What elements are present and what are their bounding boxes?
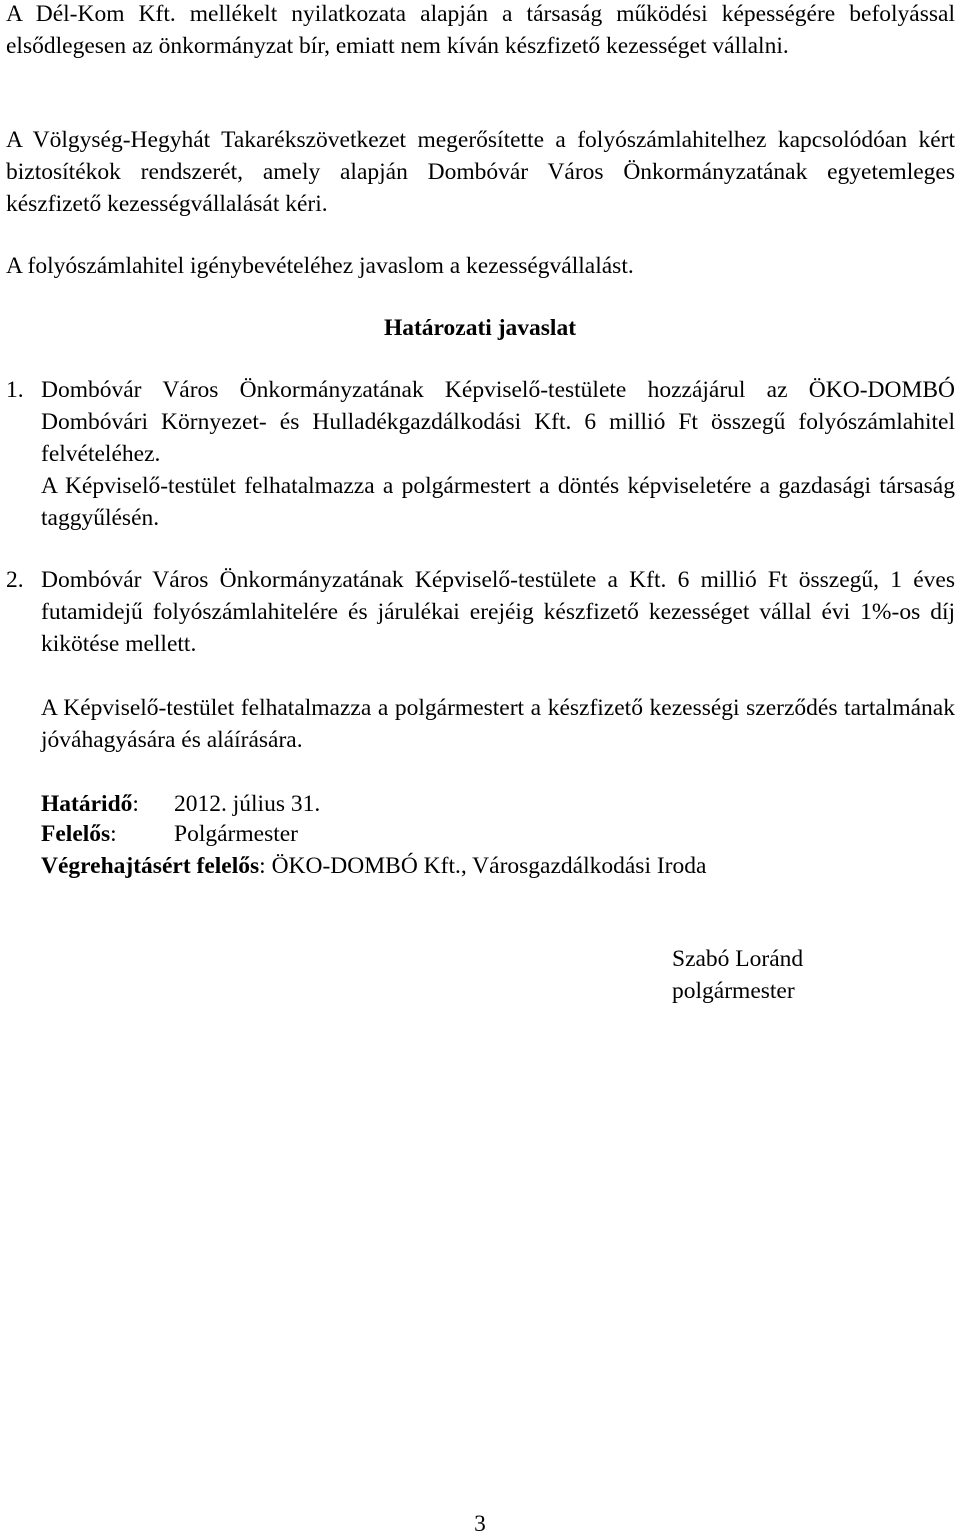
signature-name: Szabó Loránd [672,946,804,972]
resolution-item-2-authorization: A Képviselő-testület felhatalmazza a polgármestert a készfizető kezességi szerződés tartalmának jóváhagyására és aláírására. [41,695,955,753]
paragraph-del-kom: A Dél-Kom Kft. mellékelt nyilatkozata alapján a társaság működési képességére befolyással elsődlegesen az önkormányzat bír, emiatt nem kíván készfizető kezességet vállalni. [6,1,955,59]
resolution-item-1-number: 1. [6,377,24,403]
resolution-item-2-text: Dombóvár Város Önkormányzatának Képviselő-testülete a Kft. 6 millió Ft összegű, 1 éves futamidejű folyószámlahitelére és járulékai erejéig készfizető kezességet vállal évi 1%-os díj kikötése mellett. [41,567,955,657]
page-number: 3 [474,1511,486,1537]
responsible-colon: : [110,821,117,847]
executor-value: ÖKO-DOMBÓ Kft., Városgazdálkodási Iroda [271,853,707,879]
resolution-heading: Határozati javaslat [383,315,577,341]
paragraph-takarekszovetkezet: A Völgység-Hegyhát Takarékszövetkezet megerősítette a folyószámlahitelhez kapcsolódóan kért biztosítékok rendszerét, amely alapján Dombóvár Város Önkormányzatának egyetemleges készfizető kezességvállalását kéri. [6,127,955,217]
executor-colon: : [259,853,272,879]
responsible-value: Polgármester [174,821,298,847]
executor-label: Végrehajtásért felelős [41,853,260,879]
resolution-item-1-authorization: A Képviselő-testület felhatalmazza a polgármestert a döntés képviseletére a gazdasági társaság taggyűlésén. [41,473,955,531]
deadline-value: 2012. július 31. [174,791,321,817]
deadline-line [41,788,321,820]
resolution-item-2-number: 2. [6,567,24,593]
responsible-line [41,818,298,850]
deadline-colon: : [132,791,139,817]
deadline-label: Határidő [41,791,133,817]
paragraph-proposal: A folyószámlahitel igénybevételéhez javaslom a kezességvállalást. [6,253,634,279]
signature-title: polgármester [672,978,795,1004]
responsible-label: Felelős [41,821,111,847]
resolution-item-1-text: Dombóvár Város Önkormányzatának Képviselő-testülete hozzájárul az ÖKO-DOMBÓ Dombóvári Környezet- és Hulladékgazdálkodási Kft. 6 millió Ft összegű folyószámlahitel felvételéhez. [41,377,955,467]
executor-line [41,850,706,882]
